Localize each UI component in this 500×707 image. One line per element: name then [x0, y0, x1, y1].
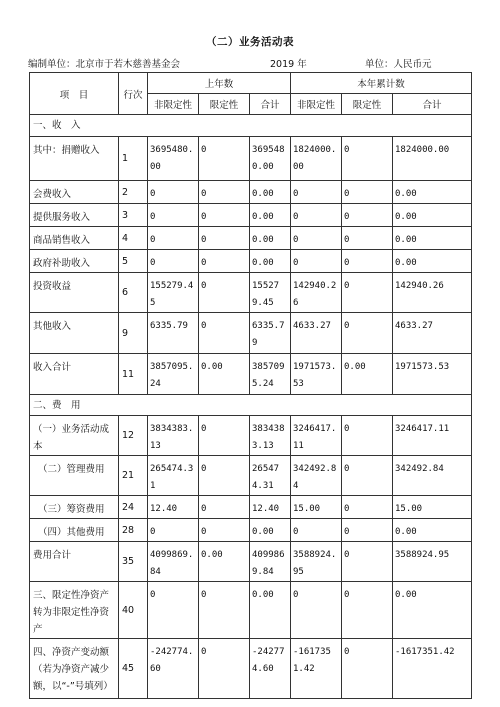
cell-value: 0.00	[250, 519, 291, 542]
cell-value: 0	[148, 250, 199, 273]
cell-value: 0	[342, 416, 393, 456]
header-cum-restricted: 限定性	[342, 94, 393, 115]
row-index: 12	[119, 416, 148, 456]
header-cumulative: 本年累计数	[291, 73, 472, 94]
cell-value: 1971573.53	[393, 354, 472, 395]
table-row	[30, 273, 472, 313]
cell-value: 0.00	[393, 204, 472, 227]
cell-value: 0	[291, 519, 342, 542]
cell-value: 4099869.84	[148, 542, 199, 582]
table-row	[30, 354, 472, 395]
cell-value: 0	[342, 227, 393, 250]
cell-value: 265474.31	[250, 456, 291, 496]
cell-value: 0	[199, 639, 250, 699]
cell-value: 0.00	[250, 582, 291, 639]
cell-value: 0	[342, 204, 393, 227]
table-row	[30, 582, 472, 639]
header-cum-unrestricted: 非限定性	[291, 94, 342, 115]
table-row	[30, 115, 472, 137]
cell-value: 3588924.95	[393, 542, 472, 582]
row-label: 三、限定性净资产转为非限定性净资产	[30, 582, 119, 639]
cell-value: 0	[342, 519, 393, 542]
cell-value: 0	[342, 456, 393, 496]
cell-value: 0	[342, 639, 393, 699]
cell-value: 0	[199, 519, 250, 542]
cell-value: 265474.31	[148, 456, 199, 496]
cell-value: 12.40	[250, 496, 291, 519]
row-index: 35	[119, 542, 148, 582]
report-year: 2019 年	[270, 59, 307, 70]
header-cum-total: 合计	[393, 94, 472, 115]
cell-value: 0	[148, 181, 199, 204]
cell-value: 0.00	[250, 204, 291, 227]
cell-value: 3246417.11	[291, 416, 342, 456]
cell-value: 0	[199, 181, 250, 204]
cell-value: 0	[291, 250, 342, 273]
row-label: 政府补助收入	[30, 250, 119, 273]
cell-value: 0	[199, 496, 250, 519]
header-prev-year: 上年数	[148, 73, 291, 94]
table-row	[30, 456, 472, 496]
cell-value: 4633.27	[393, 313, 472, 354]
row-label: 投资收益	[30, 273, 119, 313]
report-title: （二）业务活动表	[206, 36, 294, 48]
cell-value: 342492.84	[291, 456, 342, 496]
cell-value: 0	[148, 519, 199, 542]
cell-value: 3857095.24	[250, 354, 291, 395]
row-index: 21	[119, 456, 148, 496]
cell-value: 342492.84	[393, 456, 472, 496]
cell-value: 0	[199, 273, 250, 313]
cell-value: -242774.60	[148, 639, 199, 699]
table-row	[30, 496, 472, 519]
header-prev-unrestricted: 非限定性	[148, 94, 199, 115]
cell-value: 0	[199, 204, 250, 227]
row-index: 5	[119, 250, 148, 273]
cell-value: 4099869.84	[250, 542, 291, 582]
row-index: 9	[119, 313, 148, 354]
cell-value: 12.40	[148, 496, 199, 519]
cell-value: 0	[342, 582, 393, 639]
cell-value: 0.00	[393, 519, 472, 542]
cell-value: 0	[291, 582, 342, 639]
cell-value: 15.00	[393, 496, 472, 519]
currency-unit: 单位：人民币元	[365, 59, 432, 70]
cell-value: 0.00	[250, 250, 291, 273]
cell-value: -1617351.42	[393, 639, 472, 699]
cell-value: 0.00	[250, 227, 291, 250]
cell-value: 0.00	[393, 582, 472, 639]
cell-value: 0	[342, 137, 393, 181]
row-label: 收入合计	[30, 354, 119, 395]
row-label: （二）管理费用	[30, 456, 119, 496]
row-label: 会费收入	[30, 181, 119, 204]
header-item: 项 目	[30, 73, 119, 115]
table-row	[30, 227, 472, 250]
cell-value: 0	[148, 582, 199, 639]
cell-value: 0	[199, 456, 250, 496]
row-label: 其他收入	[30, 313, 119, 354]
table-row	[30, 395, 472, 416]
row-label: （三）筹资费用	[30, 496, 119, 519]
cell-value: 0.00	[393, 250, 472, 273]
cell-value: 0	[342, 313, 393, 354]
cell-value: 0.00	[250, 181, 291, 204]
cell-value: 3834383.13	[250, 416, 291, 456]
row-label: 二、费 用	[30, 395, 472, 416]
cell-value: 3695480.00	[148, 137, 199, 181]
cell-value: 0	[291, 181, 342, 204]
cell-value: 142940.26	[393, 273, 472, 313]
cell-value: 0	[199, 227, 250, 250]
header-prev-total: 合计	[250, 94, 291, 115]
table-row	[30, 519, 472, 542]
table-row	[30, 181, 472, 204]
cell-value: 0	[342, 181, 393, 204]
cell-value: 0	[148, 227, 199, 250]
row-index: 2	[119, 181, 148, 204]
cell-value: 1824000.00	[291, 137, 342, 181]
row-label: （四）其他费用	[30, 519, 119, 542]
row-index: 11	[119, 354, 148, 395]
row-index: 6	[119, 273, 148, 313]
cell-value: 6335.79	[250, 313, 291, 354]
cell-value: 0.00	[199, 354, 250, 395]
cell-value: 1971573.53	[291, 354, 342, 395]
cell-value: 0	[199, 582, 250, 639]
row-label: 费用合计	[30, 542, 119, 582]
table-row	[30, 137, 472, 181]
row-label: 商品销售收入	[30, 227, 119, 250]
cell-value: 0.00	[393, 181, 472, 204]
cell-value: 3857095.24	[148, 354, 199, 395]
cell-value: 0	[342, 542, 393, 582]
cell-value: 0	[291, 204, 342, 227]
cell-value: 0	[291, 227, 342, 250]
row-index: 28	[119, 519, 148, 542]
table-body	[30, 115, 472, 699]
row-label: （一）业务活动成本	[30, 416, 119, 456]
cell-value: 0	[342, 496, 393, 519]
row-index: 4	[119, 227, 148, 250]
row-index: 40	[119, 582, 148, 639]
cell-value: 4633.27	[291, 313, 342, 354]
row-index: 1	[119, 137, 148, 181]
cell-value: 155279.45	[148, 273, 199, 313]
header-prev-restricted: 限定性	[199, 94, 250, 115]
cell-value: 0	[199, 416, 250, 456]
cell-value: 0.00	[393, 227, 472, 250]
cell-value: 0.00	[342, 354, 393, 395]
row-index: 45	[119, 639, 148, 699]
cell-value: 3246417.11	[393, 416, 472, 456]
cell-value: 0	[199, 137, 250, 181]
reporting-unit: 编制单位：北京市于若木慈善基金会	[28, 59, 181, 70]
table-row	[30, 204, 472, 227]
table-row	[30, 313, 472, 354]
cell-value: 1824000.00	[393, 137, 472, 181]
row-label: 一、收 入	[30, 115, 472, 137]
cell-value: 3695480.00	[250, 137, 291, 181]
row-label: 其中：捐赠收入	[30, 137, 119, 181]
cell-value: 155279.45	[250, 273, 291, 313]
cell-value: 6335.79	[148, 313, 199, 354]
header-index: 行次	[119, 73, 148, 115]
row-index: 3	[119, 204, 148, 227]
cell-value: 0	[199, 313, 250, 354]
cell-value: 142940.26	[291, 273, 342, 313]
cell-value: 0	[342, 273, 393, 313]
cell-value: 0	[199, 250, 250, 273]
table-row	[30, 250, 472, 273]
cell-value: -242774.60	[250, 639, 291, 699]
cell-value: 3834383.13	[148, 416, 199, 456]
table-row	[30, 416, 472, 456]
cell-value: 3588924.95	[291, 542, 342, 582]
cell-value: 0	[148, 204, 199, 227]
row-label: 提供服务收入	[30, 204, 119, 227]
cell-value: 0	[342, 250, 393, 273]
cell-value: 0.00	[199, 542, 250, 582]
cell-value: -1617351.42	[291, 639, 342, 699]
table-row	[30, 542, 472, 582]
activity-table	[29, 72, 472, 699]
table-row	[30, 639, 472, 699]
row-index: 24	[119, 496, 148, 519]
row-label: 四、净资产变动额（若为净资产减少额，以“-”号填列）	[30, 639, 119, 699]
cell-value: 15.00	[291, 496, 342, 519]
